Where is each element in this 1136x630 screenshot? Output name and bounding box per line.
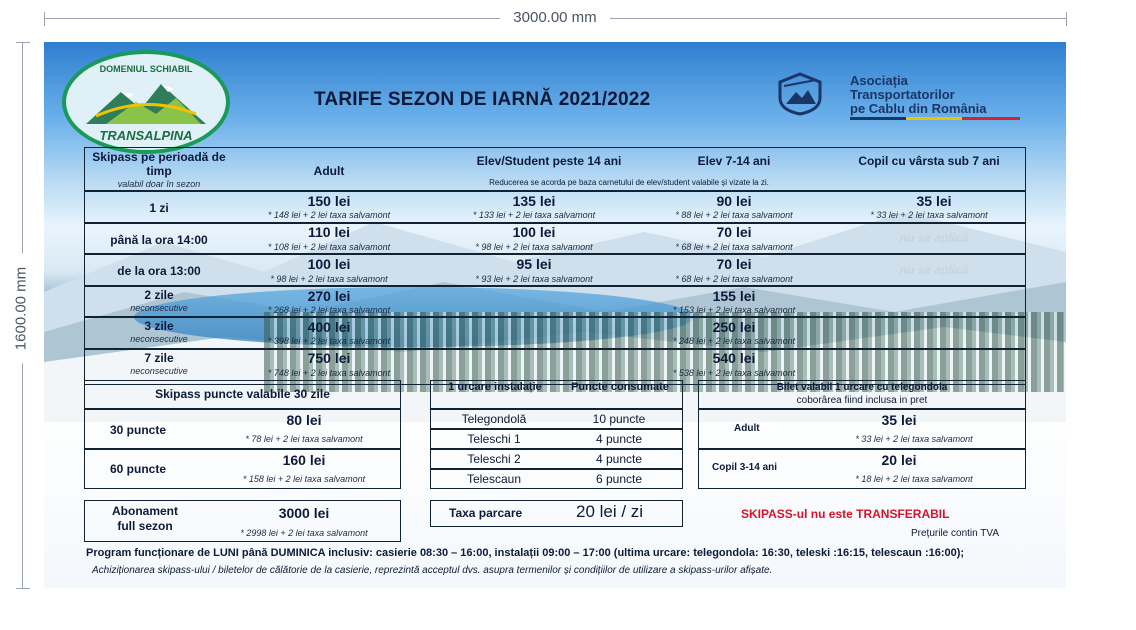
points-pass-price: 160 lei <box>282 452 326 468</box>
installation-points: 6 puncte <box>595 472 643 486</box>
points-header-consumed: Puncte consumate <box>571 381 669 393</box>
table-divider <box>84 316 1026 318</box>
association-line3: pe Cablu din România <box>850 101 987 116</box>
table-divider <box>430 408 683 410</box>
row-label: 7 zile <box>144 351 174 365</box>
points-header-installation: 1 urcare instalație <box>448 381 542 393</box>
table-divider <box>430 448 683 450</box>
header-student: Elev/Student peste 14 ani <box>476 154 622 168</box>
row-price-child: 35 lei <box>916 193 952 209</box>
gondola-row-note: * 33 lei + 2 lei taxa salvamont <box>855 434 973 444</box>
table-divider <box>698 448 1026 450</box>
table-divider <box>84 448 401 450</box>
installation-points: 10 puncte <box>592 412 646 426</box>
width-dimension-tick-left <box>44 12 45 26</box>
row-price-adult: 150 lei <box>307 193 351 209</box>
parking-price: 20 lei / zi <box>576 502 644 521</box>
row-note-adult: * 268 lei + 2 lei taxa salvamont <box>267 305 391 315</box>
row-price-student: 135 lei <box>512 193 556 209</box>
row-label: 2 zile <box>144 288 174 302</box>
row-label: 1 zi <box>149 201 169 215</box>
row-price-adult: 110 lei <box>307 224 351 240</box>
row-note-adult: * 98 lei + 2 lei taxa salvamont <box>270 274 388 284</box>
association-flag-stripe <box>850 117 1020 120</box>
row-price-pupil: 250 lei <box>712 319 756 335</box>
row-price-adult: 100 lei <box>307 256 351 272</box>
installation-name: Telescaun <box>466 472 522 486</box>
table-divider <box>430 428 683 430</box>
row-price-adult: 270 lei <box>307 288 351 304</box>
row-price-student: 95 lei <box>516 256 552 272</box>
row-price-adult: 750 lei <box>307 350 351 366</box>
row-note-child: * 33 lei + 2 lei taxa salvamont <box>870 210 988 220</box>
height-dimension-tick-bottom <box>16 588 30 589</box>
row-price-pupil: 90 lei <box>716 193 752 209</box>
table-divider <box>84 408 401 410</box>
season-pass-price: 3000 lei <box>278 505 330 521</box>
page-title: TARIFE SEZON DE IARNĂ 2021/2022 <box>314 89 651 110</box>
association-line2: Transportatorilor <box>850 87 955 102</box>
gondola-row-price: 20 lei <box>881 452 917 468</box>
row-note-pupil: * 68 lei + 2 lei taxa salvamont <box>675 274 793 284</box>
row-price-pupil: 70 lei <box>716 256 752 272</box>
width-dimension-tick-right <box>1066 12 1067 26</box>
row-note-adult: * 108 lei + 2 lei taxa salvamont <box>267 242 391 252</box>
association-logo-icon <box>776 72 824 116</box>
association-name <box>850 74 987 116</box>
installation-name: Teleschi 1 <box>467 432 521 446</box>
row-price-student: 100 lei <box>512 224 556 240</box>
header-student-note: Reducerea se acorda pe baza carnetului de elev/student valabile și vizate la zi. <box>489 178 769 187</box>
row-note-adult: * 748 lei + 2 lei taxa salvamont <box>267 368 391 378</box>
row-note-student: * 133 lei + 2 lei taxa salvamont <box>472 210 596 220</box>
terms-note: Achiziționarea skipass-ului / biletelor de călătorie de la casierie, reprezintă acceptul dvs. asupra termenilor și condițiilor de utilizare a skipass-urilor afișate. <box>92 565 773 576</box>
table-divider <box>84 285 1026 287</box>
row-sublabel: neconsecutive <box>130 366 188 376</box>
gondola-row-label: Copil 3-14 ani <box>712 462 778 473</box>
height-dimension-label: 1600.00 mm <box>13 254 30 364</box>
row-label: până la ora 14:00 <box>110 233 208 247</box>
row-sublabel: neconsecutive <box>130 334 188 344</box>
association-line1: Asociația <box>850 73 908 88</box>
row-note-pupil: * 153 lei + 2 lei taxa salvamont <box>672 305 796 315</box>
gondola-row-note: * 18 lei + 2 lei taxa salvamont <box>855 474 973 484</box>
points-pass-price: 80 lei <box>286 412 322 428</box>
season-pass-label <box>90 504 200 534</box>
row-note-adult: * 398 lei + 2 lei taxa salvamont <box>267 336 391 346</box>
header-period-note: valabil doar în sezon <box>117 179 201 189</box>
row-price-child: nu se aplică <box>899 263 969 277</box>
gondola-header-line2: coborârea fiind inclusa in pret <box>796 395 928 406</box>
transalpina-logo <box>62 50 230 154</box>
installation-points: 4 puncte <box>595 452 643 466</box>
row-note-pupil: * 248 lei + 2 lei taxa salvamont <box>672 336 796 346</box>
installation-points: 4 puncte <box>595 432 643 446</box>
points-pass-label: 60 puncte <box>110 462 167 476</box>
season-pass-note: * 2998 lei + 2 lei taxa salvamont <box>240 528 368 538</box>
row-note-student: * 98 lei + 2 lei taxa salvamont <box>475 242 593 252</box>
row-label: de la ora 13:00 <box>117 264 201 278</box>
installation-name: Telegondolă <box>461 412 527 426</box>
parking-label: Taxa parcare <box>449 506 523 520</box>
season-pass-label-line1: Abonament <box>112 504 178 518</box>
operating-hours: Program funcționare de LUNI până DUMINICA inclusiv: casierie 08:30 – 16:00, instalații 09:00 – 17:00 (ultima urcare: telegondola: 16:30, teleski :16:15, telescaun :16:00); <box>86 547 965 559</box>
row-price-pupil: 155 lei <box>712 288 756 304</box>
row-price-child: nu se aplică <box>899 231 969 245</box>
gondola-row-price: 35 lei <box>881 412 917 428</box>
row-note-student: * 93 lei + 2 lei taxa salvamont <box>475 274 593 284</box>
row-price-pupil: 70 lei <box>716 224 752 240</box>
height-dimension-tick-top <box>16 42 30 43</box>
logo-top-text: DOMENIUL SCHIABIL <box>99 64 193 74</box>
row-note-pupil: * 68 lei + 2 lei taxa salvamont <box>675 242 793 252</box>
header-period: Skipass pe perioadă de timp <box>92 150 226 178</box>
table-divider <box>430 468 683 470</box>
table-divider <box>84 190 1026 192</box>
row-note-pupil: * 88 lei + 2 lei taxa salvamont <box>675 210 793 220</box>
width-dimension-label: 3000.00 mm <box>500 9 610 26</box>
row-price-pupil: 540 lei <box>712 350 756 366</box>
season-pass-label-line2: full sezon <box>117 519 173 533</box>
gondola-row-label: Adult <box>734 423 760 434</box>
table-divider <box>84 253 1026 255</box>
header-adult: Adult <box>313 164 345 178</box>
price-poster <box>44 42 1066 588</box>
vat-note: Prețurile contin TVA <box>911 528 1000 539</box>
header-child: Copil cu vârsta sub 7 ani <box>858 154 1000 168</box>
points-pass-note: * 78 lei + 2 lei taxa salvamont <box>245 434 363 444</box>
non-transferable-warning: SKIPASS-ul nu este TRANSFERABIL <box>741 507 950 521</box>
points-pass-label: 30 puncte <box>110 423 167 437</box>
header-pupil: Elev 7-14 ani <box>697 154 771 168</box>
installation-name: Teleschi 2 <box>467 452 521 466</box>
table-divider <box>84 348 1026 350</box>
points-pass-note: * 158 lei + 2 lei taxa salvamont <box>242 474 366 484</box>
row-note-pupil: * 538 lei + 2 lei taxa salvamont <box>672 368 796 378</box>
table-divider <box>698 408 1026 410</box>
row-note-adult: * 148 lei + 2 lei taxa salvamont <box>267 210 391 220</box>
row-price-adult: 400 lei <box>307 319 351 335</box>
gondola-header-line1: Bilet valabil 1 urcare cu telegondola <box>776 382 948 393</box>
points-pass-header: Skipass puncte valabile 30 zile <box>155 387 330 401</box>
row-sublabel: neconsecutive <box>130 303 188 313</box>
logo-bottom-text: TRANSALPINA <box>99 128 193 143</box>
row-label: 3 zile <box>144 319 174 333</box>
